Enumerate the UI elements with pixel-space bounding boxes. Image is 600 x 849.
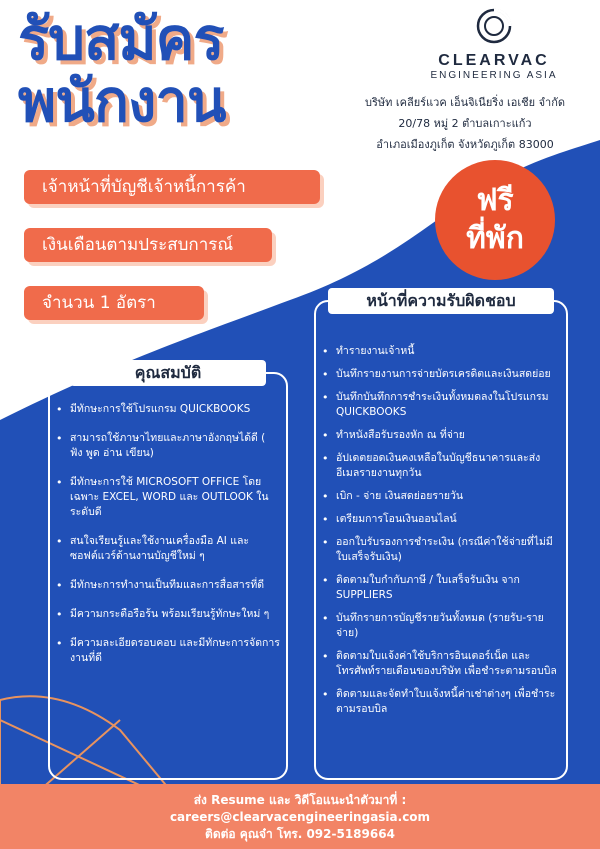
list-item: • ติดตามใบกำกับภาษี / ใบเสร็จรับเงิน จาก SUPPLIERS (316, 573, 562, 603)
list-item: • มีทักษะการใช้ MICROSOFT OFFICE โดยเฉพาะ EXCEL, WORD และ OUTLOOK ในระดับดี (50, 475, 280, 520)
list-item: • สามารถใช้ภาษาไทยและภาษาอังกฤษได้ดี ( ฟัง พูด อ่าน เขียน) (50, 431, 280, 461)
list-item: • ทำรายงานเจ้าหนี้ (316, 344, 562, 359)
badge-line-1: ฟรี (476, 183, 514, 218)
salary-label: เงินเดือนตามประสบการณ์ (24, 228, 272, 262)
qualifications-box (48, 363, 288, 780)
footer-instruction: ส่ง Resume และ วิดีโอแนะนำตัวมาที่ : (193, 793, 407, 807)
list-item: • มีทักษะการใช้โปรแกรม QUICKBOOKS (50, 402, 280, 417)
logo-subtitle: ENGINEERING ASIA (430, 70, 558, 81)
company-name: บริษัท เคลียร์แวค เอ็นจิเนียริ่ง เอเชีย จำกัด (364, 96, 565, 109)
list-item: • มีความละเอียดรอบคอบ และมีทักษะการจัดการงานที่ดี (50, 636, 280, 666)
headline (18, 5, 318, 135)
list-item: • มีความกระตือรือร้น พร้อมเรียนรู้ทักษะใหม่ ๆ (50, 607, 280, 622)
list-item: • บันทึกบันทึกการชำระเงินทั้งหมดลงในโปรแกรม QUICKBOOKS (316, 390, 562, 420)
position-label: เจ้าหน้าที่บัญชีเจ้าหนี้การค้า (24, 170, 320, 204)
footer-contact (0, 784, 600, 849)
quantity-label: จำนวน 1 อัตรา (24, 286, 204, 320)
responsibilities-box (314, 291, 568, 780)
headline-line-1: รับสมัคร (18, 5, 224, 73)
responsibilities-header: หน้าที่ความรับผิดชอบ (328, 288, 554, 314)
list-item: • อัปเดตยอดเงินคงเหลือในบัญชีธนาคารและส่งอีเมลรายงานทุกวัน (316, 451, 562, 481)
address-line-1: 20/78 หมู่ 2 ตำบลเกาะแก้ว (398, 117, 532, 130)
qualifications-header: คุณสมบัติ (70, 360, 266, 386)
responsibilities-list (316, 344, 566, 717)
list-item: • บันทึกรายการบัญชีรายวันทั้งหมด (รายรับ-รายจ่าย) (316, 611, 562, 641)
list-item: • ติดตามใบแจ้งค่าใช้บริการอินเตอร์เน็ต และโทรศัพท์รายเดือนของบริษัท เพื่อชำระตามรอบบิล (316, 649, 562, 679)
logo-name: CLEARVAC (438, 52, 550, 69)
footer-phone[interactable]: ติดต่อ คุณจ๋า โทร. 092-5189664 (205, 827, 395, 841)
list-item: • บันทึกรายงานการจ่ายบัตรเครดิตและเงินสดย่อย (316, 367, 562, 382)
list-item: • เบิก - จ่าย เงินสดย่อยรายวัน (316, 489, 562, 504)
free-accommodation-badge (435, 160, 555, 280)
logo-circle-icon (476, 8, 512, 44)
list-item: • ออกใบรับรองการชำระเงิน (กรณีค่าใช้จ่ายที่ไม่มีใบเสร็จรับเงิน) (316, 535, 562, 565)
list-item: • สนใจเรียนรู้และใช้งานเครื่องมือ AI และซอฟต์แวร์ด้านงานบัญชีใหม่ ๆ (50, 534, 280, 564)
badge-line-2: ที่พัก (466, 221, 524, 256)
footer-email[interactable]: careers@clearvacengineeringasia.com (169, 810, 431, 824)
company-logo (404, 8, 584, 81)
address-line-2: อำเภอเมืองภูเก็ต จังหวัดภูเก็ต 83000 (376, 138, 554, 151)
list-item: • เตรียมการโอนเงินออนไลน์ (316, 512, 562, 527)
list-item: • ติดตามและจัดทำใบแจ้งหนี้ค่าเช่าต่างๆ เพื่อชำระตามรอบบิล (316, 687, 562, 717)
qualifications-list (50, 402, 286, 666)
company-address (340, 92, 590, 155)
list-item: • มีทักษะการทำงานเป็นทีมและการสื่อสารที่ดี (50, 578, 280, 593)
headline-line-2: พนักงาน (18, 67, 226, 135)
list-item: • ทำหนังสือรับรองหัก ณ ที่จ่าย (316, 428, 562, 443)
